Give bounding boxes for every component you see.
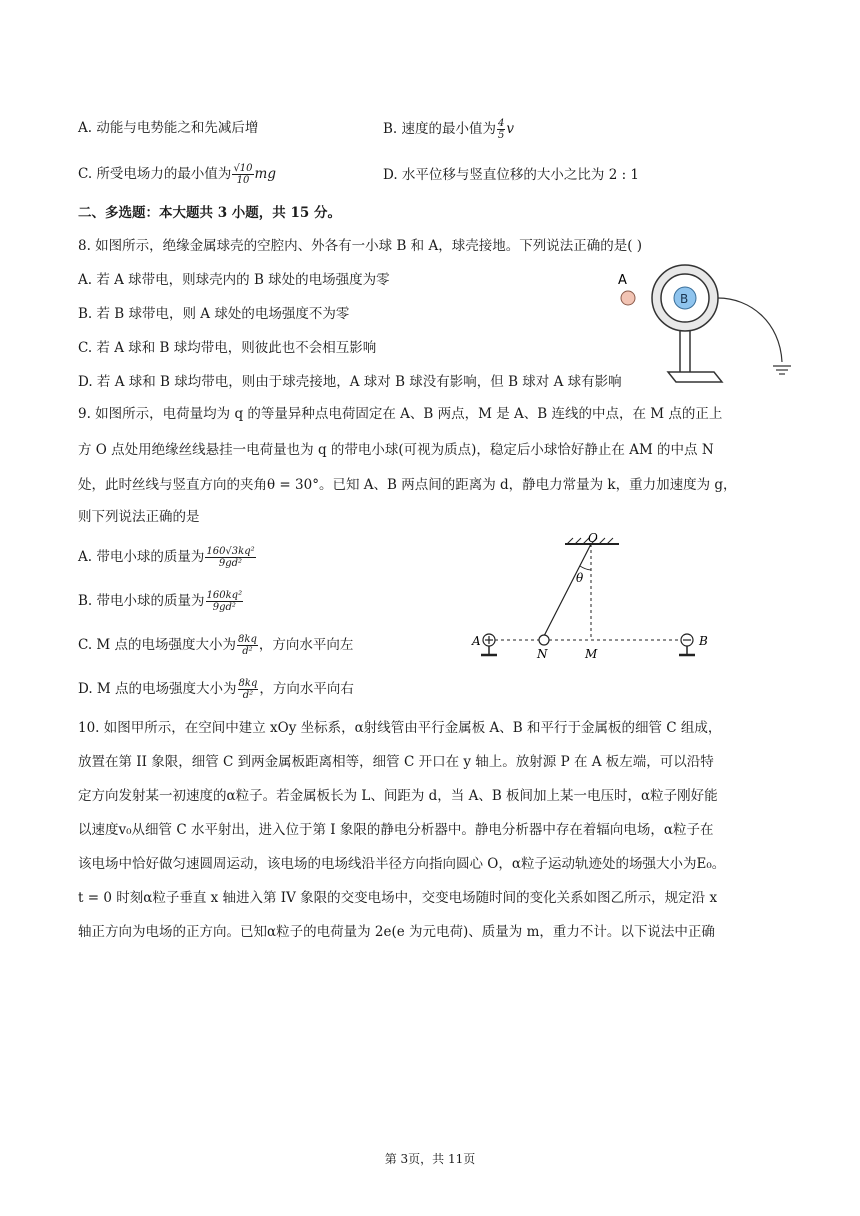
label-a: A [618,273,627,288]
q7-option-c-var: mg [254,166,276,182]
label-n: N [537,647,548,661]
q7-option-b-var: v [506,121,515,137]
ball-n [539,635,549,645]
q9-option-d [78,678,354,701]
q9-option-d-direction: ，方向水平向右 [259,681,354,697]
q9-option-d-text: D. M 点的电场强度大小为 [78,681,237,697]
q9-option-c-direction: ，方向水平向左 [258,637,354,653]
page-footer: 第 3页，共 11页 [384,1152,476,1166]
q8-option-c: C. 若 A 球和 B 球均带电，则彼此也不会相互影响 [78,340,377,356]
q9-pendulum-figure [465,530,725,665]
q10-line-5: 该电场中恰好做匀速圆周运动，该电场的电场线沿半径方向指向圆心 O，α粒子运动轨迹处的场强大小为E₀。 [78,856,726,872]
ball-a [621,291,635,305]
label-a: A [472,634,481,648]
q9-option-b-text: B. 带电小球的质量为 [78,593,205,609]
q10-line-6: t = 0 时刻α粒子垂直 x 轴进入第 IV 象限的交变电场中，交变电场随时间的变化关系如图乙所示，规定沿 x [78,890,718,906]
q8-option-a: A. 若 A 球带电，则球壳内的 B 球处的电场强度为零 [78,272,390,288]
numerator: 160kq² [206,590,243,601]
q7-option-b [383,118,514,141]
q10-line-4: 以速度v₀从细管 C 水平射出，进入位于第 I 象限的静电分析器中。静电分析器中存在着辐向电场，α粒子在 [78,822,714,838]
section-heading: 二、多选题：本大题共 3 小题，共 15 分。 [78,205,341,221]
numerator: 160√3kq² [206,546,255,557]
q7-option-d: D. 水平位移与竖直位移的大小之比为 2 : 1 [383,167,640,183]
q9-option-a-fraction [205,546,255,569]
q10-line-2: 放置在第 II 象限，细管 C 到两金属板距离相等，细管 C 开口在 y 轴上。放射源 P 在 A 板左端，可以沿特 [78,754,714,770]
q8-option-d: D. 若 A 球和 B 球均带电，则由于球壳接地，A 球对 B 球没有影响，但 B 球对 A 球有影响 [78,374,622,390]
q7-option-a: A. 动能与电势能之和先减后增 [78,120,259,136]
q8-shell-figure [610,262,800,392]
q7-option-b-fraction [497,118,505,141]
q10-line-1: 10. 如图甲所示，在空间中建立 xOy 坐标系，α射线管由平行金属板 A、B 和平行于金属板的细管 C 组成， [78,720,722,736]
q9-option-b [78,590,244,613]
q9-option-a [78,546,257,569]
q9-option-c-text: C. M 点的电场强度大小为 [78,637,237,653]
q9-option-c [78,634,353,657]
denominator: 10 [236,175,250,186]
q9-option-d-fraction [238,678,259,701]
label-b: B [680,292,689,306]
q9-line-2: 方 O 点处用绝缘丝线悬挂一电荷量也为 q 的带电小球(可视为质点)，稳定后小球恰好静止在 AM 的中点 N [78,442,714,458]
q7-option-c-fraction [232,163,253,186]
q7-option-c [78,163,276,186]
q7-option-c-text: C. 所受电场力的最小值为 [78,166,232,182]
thread [544,544,591,636]
q9-line-3: 处，此时丝线与竖直方向的夹角θ = 30°。已知 A、B 两点间的距离为 d，静电力常量为 k，重力加速度为 g， [78,477,737,493]
label-b: B [699,634,708,648]
q9-line-4: 则下列说法正确的是 [78,509,200,525]
label-theta: θ [576,571,584,585]
numerator: √10 [233,163,253,174]
denominator: 9gd² [212,602,236,613]
denominator: 5 [498,130,505,141]
denominator: 9gd² [218,558,243,569]
q9-line-1: 9. 如图所示，电荷量均为 q 的等量异种点电荷固定在 A、B 两点，M 是 A、B 连线的中点，在 M 点的正上 [78,406,723,422]
q7-option-b-text: B. 速度的最小值为 [383,121,497,137]
q8-stem: 8. 如图所示，绝缘金属球壳的空腔内、外各有一小球 B 和 A，球壳接地。下列说法正确的是( ) [78,238,643,254]
q10-line-7: 轴正方向为电场的正方向。已知α粒子的电荷量为 2e(e 为元电荷)、质量为 m，重力不计。以下说法中正确 [78,924,715,940]
q8-option-b: B. 若 B 球带电，则 A 球处的电场强度不为零 [78,306,350,322]
ground-wire [718,298,782,362]
q9-option-b-fraction [206,590,244,613]
numerator: 4 [498,118,505,129]
denominator: d² [242,646,253,657]
label-o: O [588,531,598,545]
q9-option-a-text: A. 带电小球的质量为 [78,549,205,565]
denominator: d² [242,690,254,701]
theta-arc [580,566,591,570]
q9-option-c-fraction [237,634,258,657]
stand-base [668,372,722,382]
numerator: 8kq [238,634,257,645]
q10-line-3: 定方向发射某一初速度的α粒子。若金属板长为 L、间距为 d，当 A、B 板间加上某一电压时，α粒子刚好能 [78,788,718,804]
numerator: 8kq [238,678,258,689]
label-m: M [585,647,598,661]
